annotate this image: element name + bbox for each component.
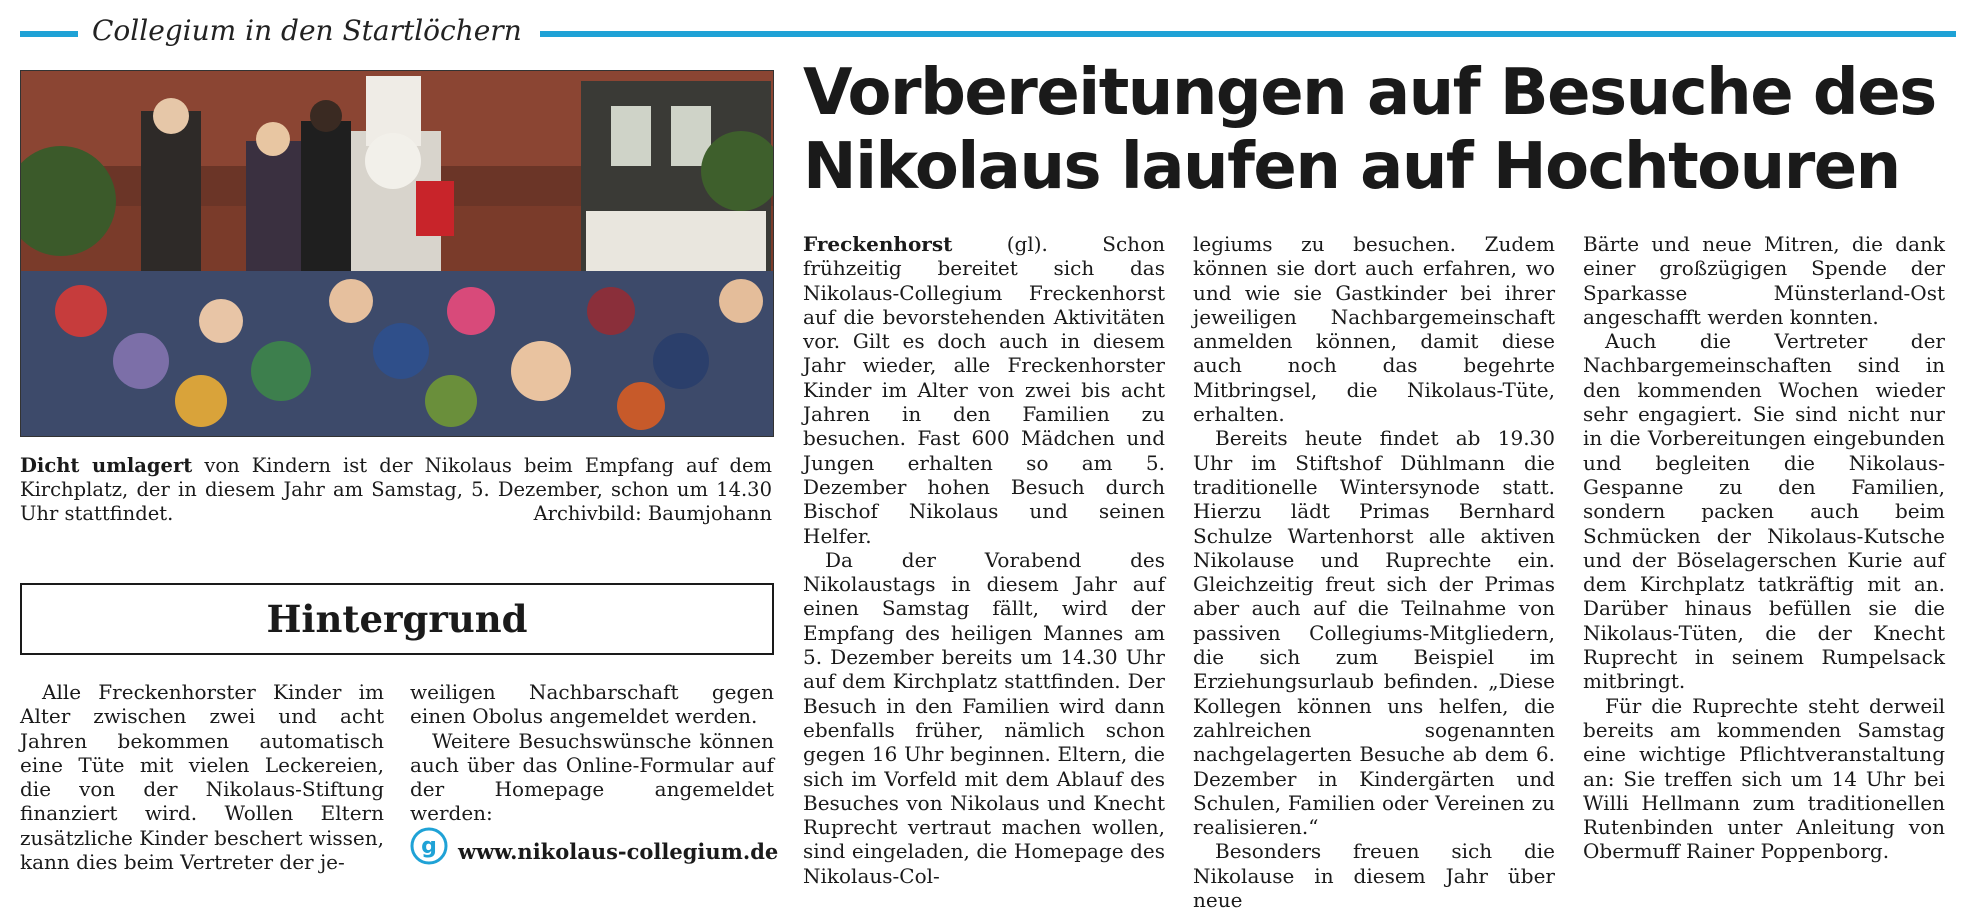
article-paragraph: Bärte und neue Mitren, die dank einer großzügigen Spende der Sparkasse Münsterland-Ost angeschafft werden konnten. <box>1583 232 1945 329</box>
homepage-link[interactable] <box>410 827 780 873</box>
article-headline <box>803 56 1963 204</box>
photo-credit: Archivbild: Baumjohann <box>526 502 772 526</box>
rubric-label: Collegium in den Startlöchern <box>92 14 522 47</box>
article-paragraph: Für die Ruprechte steht derweil bereits am kommenden Samstag eine wichtige Pflichtveranstaltung an: Sie treffen sich um 14 Uhr bei Willi Hellmann zum traditionellen Rutenbinden unter Anleitung von Obermuff Rainer Poppenborg. <box>1583 693 1945 864</box>
background-paragraph: weiligen Nachbarschaft gegen einen Obolus angemeldet werden. <box>410 680 774 729</box>
background-column-1 <box>20 680 384 874</box>
caption-text: von Kindern ist der Nikolaus beim Empfang auf dem Kirchplatz, der in diesem Jahr am Samstag, 5. Dezember, schon um 14.30 Uhr stattfindet. <box>20 454 772 525</box>
article-dateline: Freckenhorst <box>803 232 953 256</box>
article-lead-text: (gl). Schon frühzeitig bereitet sich das Nikolaus-Collegium Freckenhorst auf die bevorstehenden Aktivitäten vor. Gilt es doch auch in diesem Jahr wieder, alle Freckenhorster Kinder im Alter von zwei bis acht Jahren in den Familien zu besuchen. Fast 600 Mädchen und Jungen erhalten so am 5. Dezember hohen Besuch durch Bischof Nikolaus und seinen Helfer. <box>803 232 1165 548</box>
article-paragraph <box>803 232 1165 548</box>
article-photo <box>20 70 774 437</box>
article-paragraph: Da der Vorabend des Nikolaustags in diesem Jahr auf einen Samstag fällt, wird der Empfang des heiligen Mannes am 5. Dezember bereits um 14.30 Uhr auf dem Kirchplatz stattfinden. Der Besuch in den Familien wird dann ebenfalls früher, nämlich schon gegen 16 Uhr beginnen. Eltern, die sich im Vorfeld mit dem Ablauf des Besuches von Nikolaus und Knecht Ruprecht vertraut machen wollen, sind eingeladen, die Homepage des Nikolaus-Col- <box>803 547 1165 888</box>
article-paragraph: legiums zu besuchen. Zudem können sie dort auch erfahren, wo und wie sie Gastkinder bei ihrer jeweiligen Nachbargemeinschaft anmelden können, damit diese auch noch das begehrte Mitbringsel, die Nikolaus-Tüte, erhalten. <box>1193 232 1555 427</box>
photo-illustration <box>21 71 773 436</box>
background-paragraph: Weitere Besuchswünsche können auch über das Online-Formular auf der Homepage angemeldet werden: <box>410 728 774 826</box>
article-paragraph: Bereits heute findet ab 19.30 Uhr im Stiftshof Dühlmann die traditionelle Wintersynode statt. Hierzu lädt Primas Bernhard Schulze Wartenhorst alle aktiven Nikolause und Ruprechte ein. Gleichzeitig freut sich der Primas aber auch auf die Teilnahme von passiven Collegiums-Mitgliedern, die sich zum Beispiel im Erziehungsurlaub befinden. „Diese Kollegen können uns helfen, die zahlreichen sogenannten nachgelagerten Besuche ab dem 6. Dezember in Kindergärten und Schulen, Familien oder Vereinen zu realisieren.“ <box>1193 426 1555 840</box>
background-box-title: Hintergrund <box>20 583 774 655</box>
article-paragraph: Auch die Vertreter der Nachbargemeinschaften sind in den kommenden Wochen wieder sehr engagiert. Sie sind nicht nur in die Vorbereitungen eingebunden und begleiten die Nikolaus-Gespanne zu den Familien, sondern packen auch beim Schmücken der Nikolaus-Kutsche und der Böselagerschen Kurie auf dem Kirchplatz tatkräftig mit an. Darüber hinaus befüllen sie die Nikolaus-Tüten, die der Knecht Ruprecht in seinem Rumpelsack mitbringt. <box>1583 329 1945 694</box>
article-paragraph: Besonders freuen sich die Nikolause in diesem Jahr über neue <box>1193 839 1555 912</box>
article-column-1 <box>803 232 1165 888</box>
section-rubric <box>20 12 1956 56</box>
background-column-2 <box>410 680 774 826</box>
article-column-3 <box>1583 232 1945 864</box>
headline-line-1: Vorbereitungen auf Besuche des <box>803 56 1936 130</box>
rubric-rule-left <box>20 31 78 37</box>
caption-lead: Dicht umlagert <box>20 454 193 477</box>
g-circle-icon <box>410 827 448 865</box>
rubric-rule-right <box>540 31 1956 37</box>
article-column-2 <box>1193 232 1555 912</box>
headline-line-2: Nikolaus laufen auf Hochtouren <box>803 130 1900 204</box>
background-paragraph: Alle Freckenhorster Kinder im Alter zwischen zwei und acht Jahren bekommen automatisch eine Tüte mit vielen Leckereien, die von der Nikolaus-Stiftung finanziert wird. Wollen Eltern zusätzliche Kinder beschert wissen, kann dies beim Vertreter der je- <box>20 680 384 875</box>
photo-caption <box>20 454 772 526</box>
homepage-url[interactable]: www.nikolaus-collegium.de <box>458 839 779 864</box>
svg-text:g: g <box>421 834 437 859</box>
